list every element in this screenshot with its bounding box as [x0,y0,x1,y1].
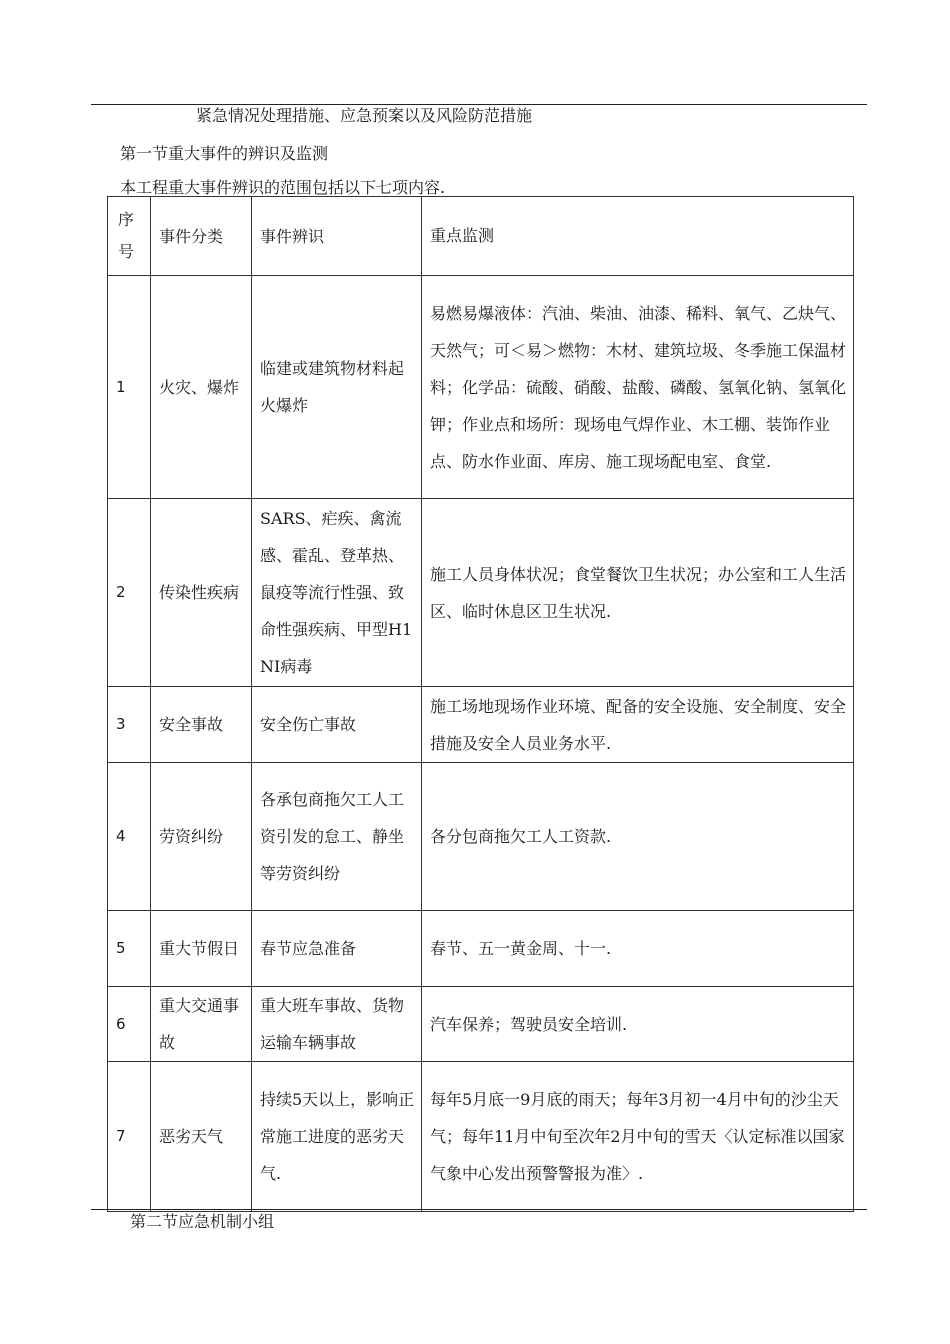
row-monitoring: 每年5月底一9月底的雨天；每年3月初一4月中旬的沙尘天气；每年11月中旬至次年2月中旬的雪天〈认定标准以国家气象中心发出预警警报为准〉. [422,1062,854,1212]
row-identification: 持续5天以上，影响正常施工进度的恶劣天气. [252,1062,422,1212]
header-monitoring: 重点监测 [422,197,854,276]
row-identification: 重大班车事故、货物运输车辆事故 [252,987,422,1062]
row-monitoring: 施工人员身体状况；食堂餐饮卫生状况；办公室和工人生活区、临时休息区卫生状况. [422,499,854,687]
row-category: 劳资纠纷 [151,763,252,911]
header-identification: 事件辨识 [252,197,422,276]
row-index: 3 [108,687,151,763]
row-monitoring: 施工场地现场作业环境、配备的安全设施、安全制度、安全措施及安全人员业务水平. [422,687,854,763]
row-index: 5 [108,911,151,987]
row-index: 6 [108,987,151,1062]
row-index: 1 [108,276,151,499]
row-category: 重大交通事故 [151,987,252,1062]
row-monitoring: 各分包商拖欠工人工资款. [422,763,854,911]
document-title: 紧急情况处理措施、应急预案以及风险防范措施 [196,106,533,125]
table-row [108,911,854,987]
table-row [108,987,854,1062]
table-row [108,1062,854,1212]
section-heading-2: 第二节应急机制小组 [130,1212,275,1231]
table-row [108,276,854,499]
row-identification: 各承包商拖欠工人工资引发的怠工、静坐等劳资纠纷 [252,763,422,911]
header-rule [91,104,867,105]
row-index: 4 [108,763,151,911]
section-heading-1: 第一节重大事件的辨识及监测 [120,144,329,163]
row-identification: 临建或建筑物材料起火爆炸 [252,276,422,499]
table-header-row [108,197,854,276]
row-index: 7 [108,1062,151,1212]
header-index: 序号 [108,197,151,276]
header-category: 事件分类 [151,197,252,276]
intro-paragraph: 本工程重大事件辨识的范围包括以下七项内容. [120,178,446,197]
table-row [108,763,854,911]
row-identification: 安全伤亡事故 [252,687,422,763]
row-category: 安全事故 [151,687,252,763]
row-category: 恶劣天气 [151,1062,252,1212]
footer-rule [91,1209,867,1210]
row-index: 2 [108,499,151,687]
row-monitoring: 易燃易爆液体：汽油、柴油、油漆、稀料、氧气、乙炔气、天然气；可＜易＞燃物：木材、建筑垃圾、冬季施工保温材料；化学品：硫酸、硝酸、盐酸、磷酸、氢氧化钠、氢氧化钾；作业点和场所：现场电气焊作业、木工棚、装饰作业点、防水作业面、库房、施工现场配电室、食堂. [422,276,854,499]
row-category: 重大节假日 [151,911,252,987]
table-row [108,687,854,763]
table-row [108,499,854,687]
row-identification: SARS、疟疾、禽流感、霍乱、登革热、鼠疫等流行性强、致命性强疾病、甲型H1NI病毒 [252,499,422,687]
row-category: 传染性疾病 [151,499,252,687]
row-monitoring: 春节、五一黄金周、十一. [422,911,854,987]
row-monitoring: 汽车保养；驾驶员安全培训. [422,987,854,1062]
major-events-table [107,196,854,1212]
row-category: 火灾、爆炸 [151,276,252,499]
row-identification: 春节应急准备 [252,911,422,987]
